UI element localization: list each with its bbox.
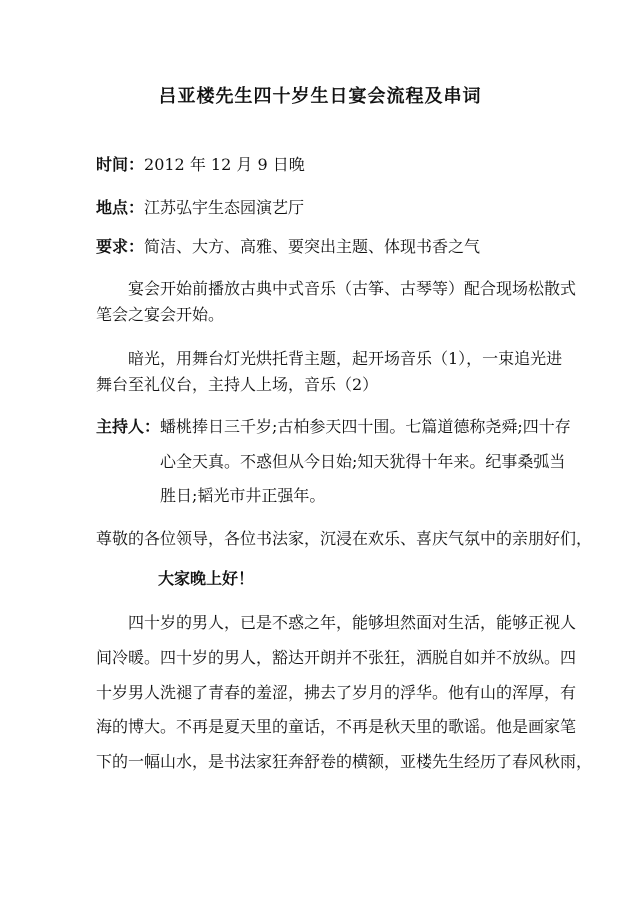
info-place-value: 江苏弘宇生态园演艺厅 xyxy=(144,198,305,217)
greeting: 大家晚上好！ xyxy=(158,569,255,588)
info-place-label: 地点： xyxy=(96,198,145,217)
info-requirement xyxy=(96,236,480,258)
info-requirement-value: 简洁、大方、高雅、要突出主题、体现书香之气 xyxy=(144,237,481,256)
intro-line-2: 笔会之宴会开始。 xyxy=(96,305,225,324)
stage-line-2: 舞台至礼仪台，主持人上场，音乐（2） xyxy=(96,375,379,394)
info-place xyxy=(96,197,304,219)
info-time-value: 2012 年 12 月 9 日晚 xyxy=(144,155,305,174)
host-line-2: 心全天真。不惑但从今日始;知天犹得十年来。纪事桑弧当 xyxy=(160,452,566,471)
info-requirement-label: 要求： xyxy=(96,237,145,256)
stage-line-1: 暗光，用舞台灯光烘托背主题，起开场音乐（1），一束追光进 xyxy=(128,349,563,368)
body-line-2: 间冷暖。四十岁的男人，豁达开朗并不张狂，洒脱自如并不放纵。四 xyxy=(96,648,577,667)
body-line-4: 海的博大。不再是夏天里的童话，不再是秋天里的歌谣。他是画家笔 xyxy=(96,717,577,736)
body-line-3: 十岁男人洗褪了青春的羞涩，拂去了岁月的浮华。他有山的浑厚，有 xyxy=(96,683,577,702)
document-title: 吕亚楼先生四十岁生日宴会流程及串词 xyxy=(158,86,482,107)
address-line: 尊敬的各位领导，各位书法家，沉浸在欢乐、喜庆气氛中的亲朋好们， xyxy=(96,529,593,548)
info-time-label: 时间： xyxy=(96,155,145,174)
info-time xyxy=(96,154,305,176)
body-line-5: 下的一幅山水，是书法家狂奔舒卷的横额，亚楼先生经历了春风秋雨， xyxy=(96,752,593,771)
body-line-1: 四十岁的男人，已是不惑之年，能够坦然面对生活，能够正视人 xyxy=(128,613,577,632)
host-text-1: 蟠桃捧日三千岁;古柏参天四十围。七篇道德称尧舜;四十存 xyxy=(160,417,571,436)
intro-line-1: 宴会开始前播放古典中式音乐（古筝、古琴等）配合现场松散式 xyxy=(128,279,577,298)
host-line-1 xyxy=(96,416,571,438)
host-label: 主持人： xyxy=(96,417,161,436)
host-line-3: 胜日;韬光市井正强年。 xyxy=(160,486,326,505)
